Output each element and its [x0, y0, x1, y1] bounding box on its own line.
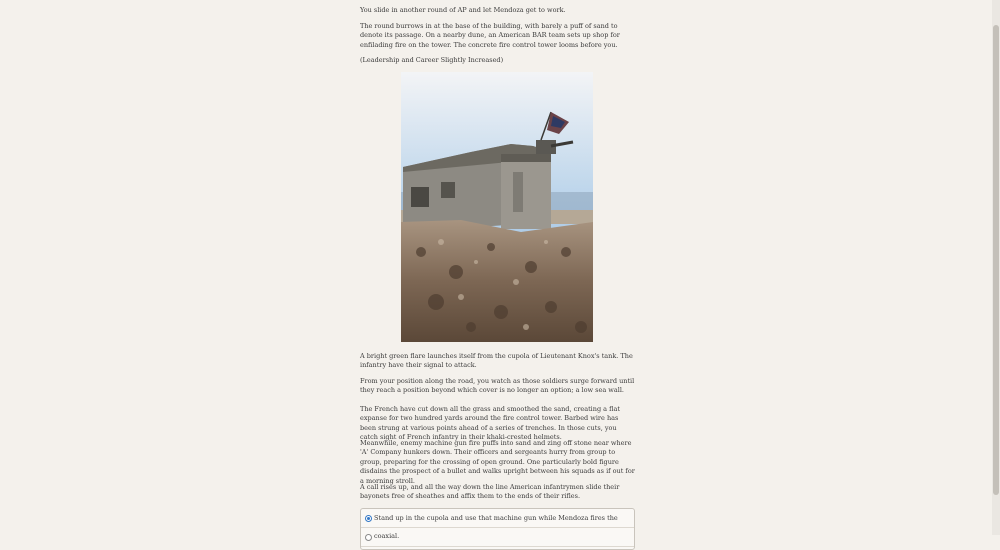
stat-change-note: (Leadership and Career Slightly Increased): [360, 56, 504, 64]
radio-button[interactable]: [365, 534, 372, 541]
choice-label: Stand up in the cupola and use that machine gun while Mendoza fires the coaxial.: [374, 514, 618, 540]
paragraph: Meanwhile, enemy machine gun fire puffs into sand and zing off stone near where 'A' Company hunkers down. Their officers and sergeants hurry from group to group, preparing for the crossing of open ground. One particularly bold figure disdains the prospect of a bullet and walks upright between his squads as if out for a morning stroll.: [360, 439, 635, 485]
tower-photo-illustration: [401, 72, 593, 342]
vertical-scrollbar[interactable]: [992, 0, 1000, 535]
choice-option[interactable]: [361, 509, 634, 540]
choice-list: [360, 508, 635, 550]
choice-option[interactable]: [361, 528, 634, 547]
paragraph: The French have cut down all the grass and smoothed the sand, creating a flat expanse for two hundred yards around the fire control tower. Barbed wire has been strung at various points ahead of a series of trenches. In those cuts, you catch sight of French infantry in their khaki-crested helmets.: [360, 405, 620, 442]
paragraph: You slide in another round of AP and let Mendoza get to work.: [360, 6, 566, 14]
paragraph: The round burrows in at the base of the building, with barely a puff of sand to denote its passage. On a nearby dune, an American BAR team sets up shop for enfilading fire on the tower. The concrete fire control tower looms before you.: [360, 22, 620, 49]
tower-photo: [401, 72, 593, 342]
radio-button[interactable]: [365, 515, 372, 522]
scrollbar-thumb[interactable]: [993, 25, 999, 495]
paragraph: A bright green flare launches itself from the cupola of Lieutenant Knox's tank. The infantry have their signal to attack.: [360, 352, 633, 370]
paragraph: From your position along the road, you watch as those soldiers surge forward until they reach a position beyond which cover is no longer an option; a low sea wall.: [360, 377, 635, 395]
paragraph: A call rises up, and all the way down the line American infantrymen slide their bayonets free of sheathes and affix them to the ends of their rifles.: [360, 483, 620, 501]
